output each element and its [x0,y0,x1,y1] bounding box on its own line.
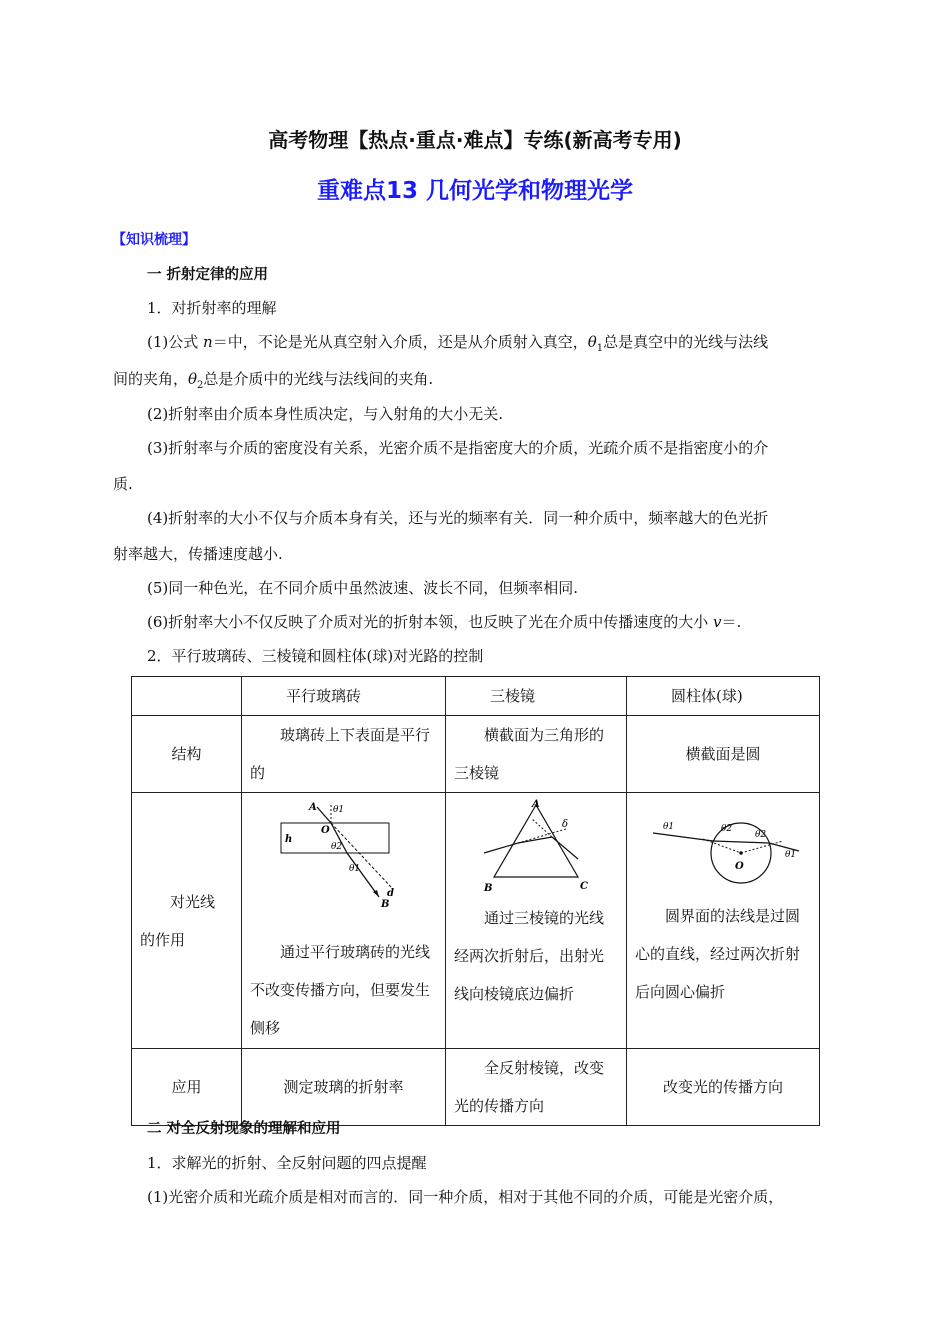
label-theta1-exit: θ1 [348,864,360,874]
table-header-cell: 圆柱体(球) [627,677,820,716]
text: 总是真空中的光线与法线 [603,333,769,351]
table-cell [242,793,446,1049]
text: ＝中，不论是光从真空射入介质，还是从介质射入真空， [212,333,588,351]
subheading-total-reflection: 1．求解光的折射、全反射问题的四点提醒 [147,1154,427,1172]
prism-triangle-shape [494,805,578,877]
comparison-table [131,676,820,1126]
label-h: h [284,834,292,845]
subscript: 1 [596,343,604,354]
table-cell: 横截面是圆 [627,716,820,793]
text: 总是介质中的光线与法线间的夹角. [203,370,434,388]
subheading-refractive-index: 1．对折射率的理解 [147,299,277,317]
document-subtitle: 重难点13 几何光学和物理光学 [316,178,633,204]
label-A: A [308,802,317,813]
table-cell [627,793,820,1049]
extension-line [331,823,391,887]
cell-text: 通过三棱镜的光线经两次折射后，出射光线向棱镜底边偏折 [454,909,605,1003]
symbol-v: v [713,613,722,631]
text: (1)公式 [147,333,204,351]
label-theta2-exit: θ2 [755,830,767,840]
paragraph-4-line1: (4)折射率的大小不仅与介质本身有关，还与光的频率有关．同一种介质中，频率越大的色光折 [147,509,769,527]
text: ＝. [721,613,742,631]
row-label: 应用 [132,1049,242,1126]
table-row [132,793,820,1049]
incident-ray [317,807,331,823]
table-row [132,1049,820,1126]
document-title: 高考物理【热点·重点·难点】专练(新高考专用) [268,128,682,152]
label-theta1-exit: θ1 [785,850,797,860]
row-label: 对光线的作用 [132,793,242,1049]
label-theta2: θ2 [330,842,342,852]
label-d: d [386,888,394,899]
paragraph-2: (2)折射率由介质本身性质决定，与入射角的大小无关. [147,405,504,423]
subscript: 2 [197,380,204,391]
table-cell: 全反射棱镜，改变光的传播方向 [446,1049,627,1126]
cell-text: 通过平行玻璃砖的光线不改变传播方向，但要发生侧移 [250,943,431,1037]
symbol-n: n [203,333,213,351]
table-cell: 改变光的传播方向 [627,1049,820,1126]
text: (6)折射率大小不仅反映了介质对光的折射本领，也反映了光在介质中传播速度的大小 [147,613,714,631]
label-theta2: θ2 [721,824,733,834]
label-C: C [580,881,588,892]
label-A: A [532,799,540,810]
extension-line [518,829,566,843]
table-header-cell: 三棱镜 [446,677,627,716]
table-cell: 玻璃砖上下表面是平行的 [242,716,446,793]
label-O: O [735,861,744,872]
table-cell: 测定玻璃的折射率 [242,1049,446,1126]
section1-heading: 一 折射定律的应用 [147,267,269,283]
table-cell [446,793,627,1049]
paragraph-6 [147,611,741,632]
label-theta1: θ1 [663,822,675,832]
paragraph-1-line1 [147,331,768,354]
section2-heading: 二 对全反射现象的理解和应用 [147,1121,341,1137]
paragraph-3-line1: (3)折射率与介质的密度没有关系，光密介质不是指密度大的介质，光疏介质不是指密度小的介 [147,439,769,457]
refracted-ray [713,841,769,843]
table-header-row [132,677,820,716]
table-cell: 横截面为三角形的三棱镜 [446,716,627,793]
label-B: B [380,899,389,909]
table-header-cell: 平行玻璃砖 [242,677,446,716]
cylinder-figure [643,813,803,893]
row-label: 结构 [132,716,242,793]
label-B: B [484,883,493,894]
paragraph-section2-1: (1)光密介质和光疏介质是相对而言的．同一种介质，相对于其他不同的介质，可能是光密介质， [147,1188,784,1206]
subheading-light-path-control: 2．平行玻璃砖、三棱镜和圆柱体(球)对光路的控制 [147,647,484,665]
emergent-ray [347,853,379,897]
label-theta1: θ1 [332,805,344,815]
incident-ray [484,843,518,853]
label-O: O [320,825,330,836]
symbol-theta: θ [188,370,198,388]
parallel-glass-figure [269,799,419,909]
paragraph-1-line2 [113,368,433,391]
text: 间的夹角， [113,370,189,388]
label-delta: δ [562,819,569,830]
paragraph-4-line2: 射率越大，传播速度越小. [113,545,283,563]
symbol-theta: θ [587,333,597,351]
prism-figure [466,799,606,899]
paragraph-3-line2: 质. [113,475,133,493]
section-tag: 【知识梳理】 [112,232,196,248]
cell-text: 圆界面的法线是过圆心的直线，经过两次折射后向圆心偏折 [635,907,801,1001]
table-row [132,716,820,793]
table-header-cell [132,677,242,716]
paragraph-5: (5)同一种色光，在不同介质中虽然波速、波长不同，但频率相同. [147,579,579,597]
